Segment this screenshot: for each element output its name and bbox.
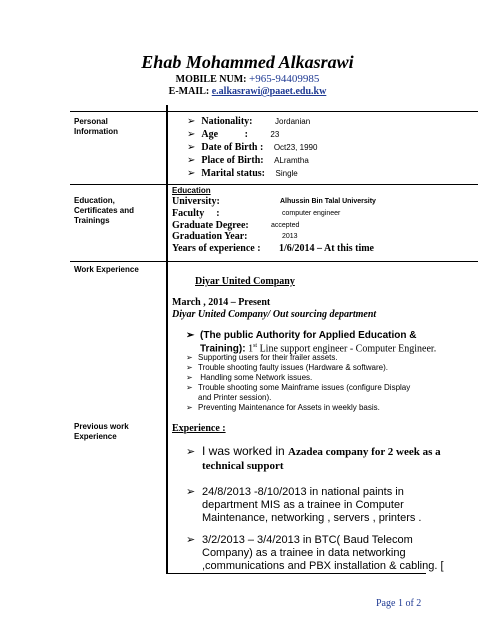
email-link[interactable]: e.alkasrawi@paaet.edu.kw <box>211 86 327 97</box>
degree-label: Graduate Degree: <box>172 220 249 231</box>
work-bullet: ➢ Trouble shooting faulty issues (Hardware & software). <box>186 363 389 372</box>
previous-item-2: ➢ 24/8/2013 -8/10/2013 in national paints in <box>186 486 404 498</box>
personal-age: ➢ Age : 23 <box>187 129 280 140</box>
mobile-label: MOBILE NUM: <box>175 74 247 85</box>
work-bullet: ➢ Trouble shooting some Mainframe issues (configure Display <box>186 383 411 392</box>
previous-item-3: ➢ 3/2/2013 – 3/4/2013 in BTC( Baud Telecom <box>186 534 413 546</box>
email-label: E-MAIL: <box>168 86 210 97</box>
arrow-bullet-icon: ➢ <box>186 373 193 382</box>
work-main-line1: ➢ (The public Authority for Applied Education & <box>186 330 417 341</box>
arrow-bullet-icon: ➢ <box>186 383 193 392</box>
mobile-value: +965-94409985 <box>248 73 320 85</box>
previous-item-3-line2: Company) as a trainee in data networking <box>202 547 406 559</box>
arrow-bullet-icon: ➢ <box>186 534 196 546</box>
divider-top <box>70 111 478 112</box>
company-name: Diyar United Company <box>195 276 295 287</box>
personal-pob: ➢ Place of Birth: ALramtha <box>187 155 309 166</box>
arrow-bullet-icon: ➢ <box>186 353 193 362</box>
mobile-line <box>0 73 495 85</box>
work-bullet: ➢ Supporting users for their frailer assets. <box>186 353 338 362</box>
year-value: 2013 <box>282 233 298 240</box>
experience-label: Years of experience : <box>172 243 261 254</box>
arrow-bullet-icon: ➢ <box>186 486 196 498</box>
work-main-line2: Training): 1st Line support engineer - Computer Engineer. <box>200 343 437 355</box>
arrow-bullet-icon: ➢ <box>187 129 196 140</box>
faculty-value: computer engineer <box>282 210 341 217</box>
arrow-bullet-icon: ➢ <box>187 168 196 179</box>
year-label: Graduation Year: <box>172 231 248 242</box>
work-bullet: ➢ Preventing Maintenance for Assets in weekly basis. <box>186 403 380 412</box>
degree-value: accepted <box>271 222 300 229</box>
previous-item-2-line3: Maintenance, networking , servers , printers . <box>202 512 422 524</box>
arrow-bullet-icon: ➢ <box>186 446 196 458</box>
section-label-work: Work Experience <box>74 265 139 274</box>
previous-item-1: ➢ I was worked in Azadea company for 2 week as a <box>186 444 441 458</box>
previous-heading: Experience : <box>172 423 226 434</box>
divider-education <box>70 261 478 262</box>
experience-value: 1/6/2014 – At this time <box>279 243 374 254</box>
resume-name: Ehab Mohammed Alkasrawi <box>141 52 354 72</box>
bottom-divider <box>166 573 426 574</box>
work-bullet: ➢ Handling some Network issues. <box>186 373 313 382</box>
education-heading: Education <box>172 186 211 195</box>
work-bullet-continuation: and Printer session). <box>198 393 272 402</box>
faculty-label: Faculty : <box>172 208 220 219</box>
work-position: Diyar United Company/ Out sourcing department <box>172 309 377 320</box>
section-label-personal: Personal Information <box>74 117 118 136</box>
university-label: University: <box>172 196 220 207</box>
email-line <box>0 86 495 97</box>
divider-personal <box>70 184 478 185</box>
section-label-previous: Previous work Experience <box>74 422 129 441</box>
arrow-bullet-icon: ➢ <box>187 116 196 127</box>
arrow-bullet-icon: ➢ <box>186 363 193 372</box>
university-value: Alhussin Bin Talal University <box>280 198 376 205</box>
arrow-bullet-icon: ➢ <box>186 330 195 341</box>
arrow-bullet-icon: ➢ <box>187 155 196 166</box>
personal-dob: ➢ Date of Birth : Oct23, 1990 <box>187 142 318 153</box>
work-period: March , 2014 – Present <box>172 297 271 308</box>
page-number: Page 1 of 2 <box>376 598 422 609</box>
previous-item-3-line3: ,communications and PBX installation & cabling. [ <box>202 560 444 572</box>
previous-item-2-line2: department MIS as a trainee in Computer <box>202 499 404 511</box>
section-label-education: Education, Certificates and Trainings <box>74 196 135 225</box>
previous-item-1-cont: technical support <box>202 460 284 472</box>
personal-nationality: ➢ Nationality: Jordanian <box>187 116 311 127</box>
arrow-bullet-icon: ➢ <box>187 142 196 153</box>
arrow-bullet-icon: ➢ <box>186 403 193 412</box>
column-divider <box>166 105 168 573</box>
personal-marital: ➢ Marital status: Single <box>187 168 298 179</box>
